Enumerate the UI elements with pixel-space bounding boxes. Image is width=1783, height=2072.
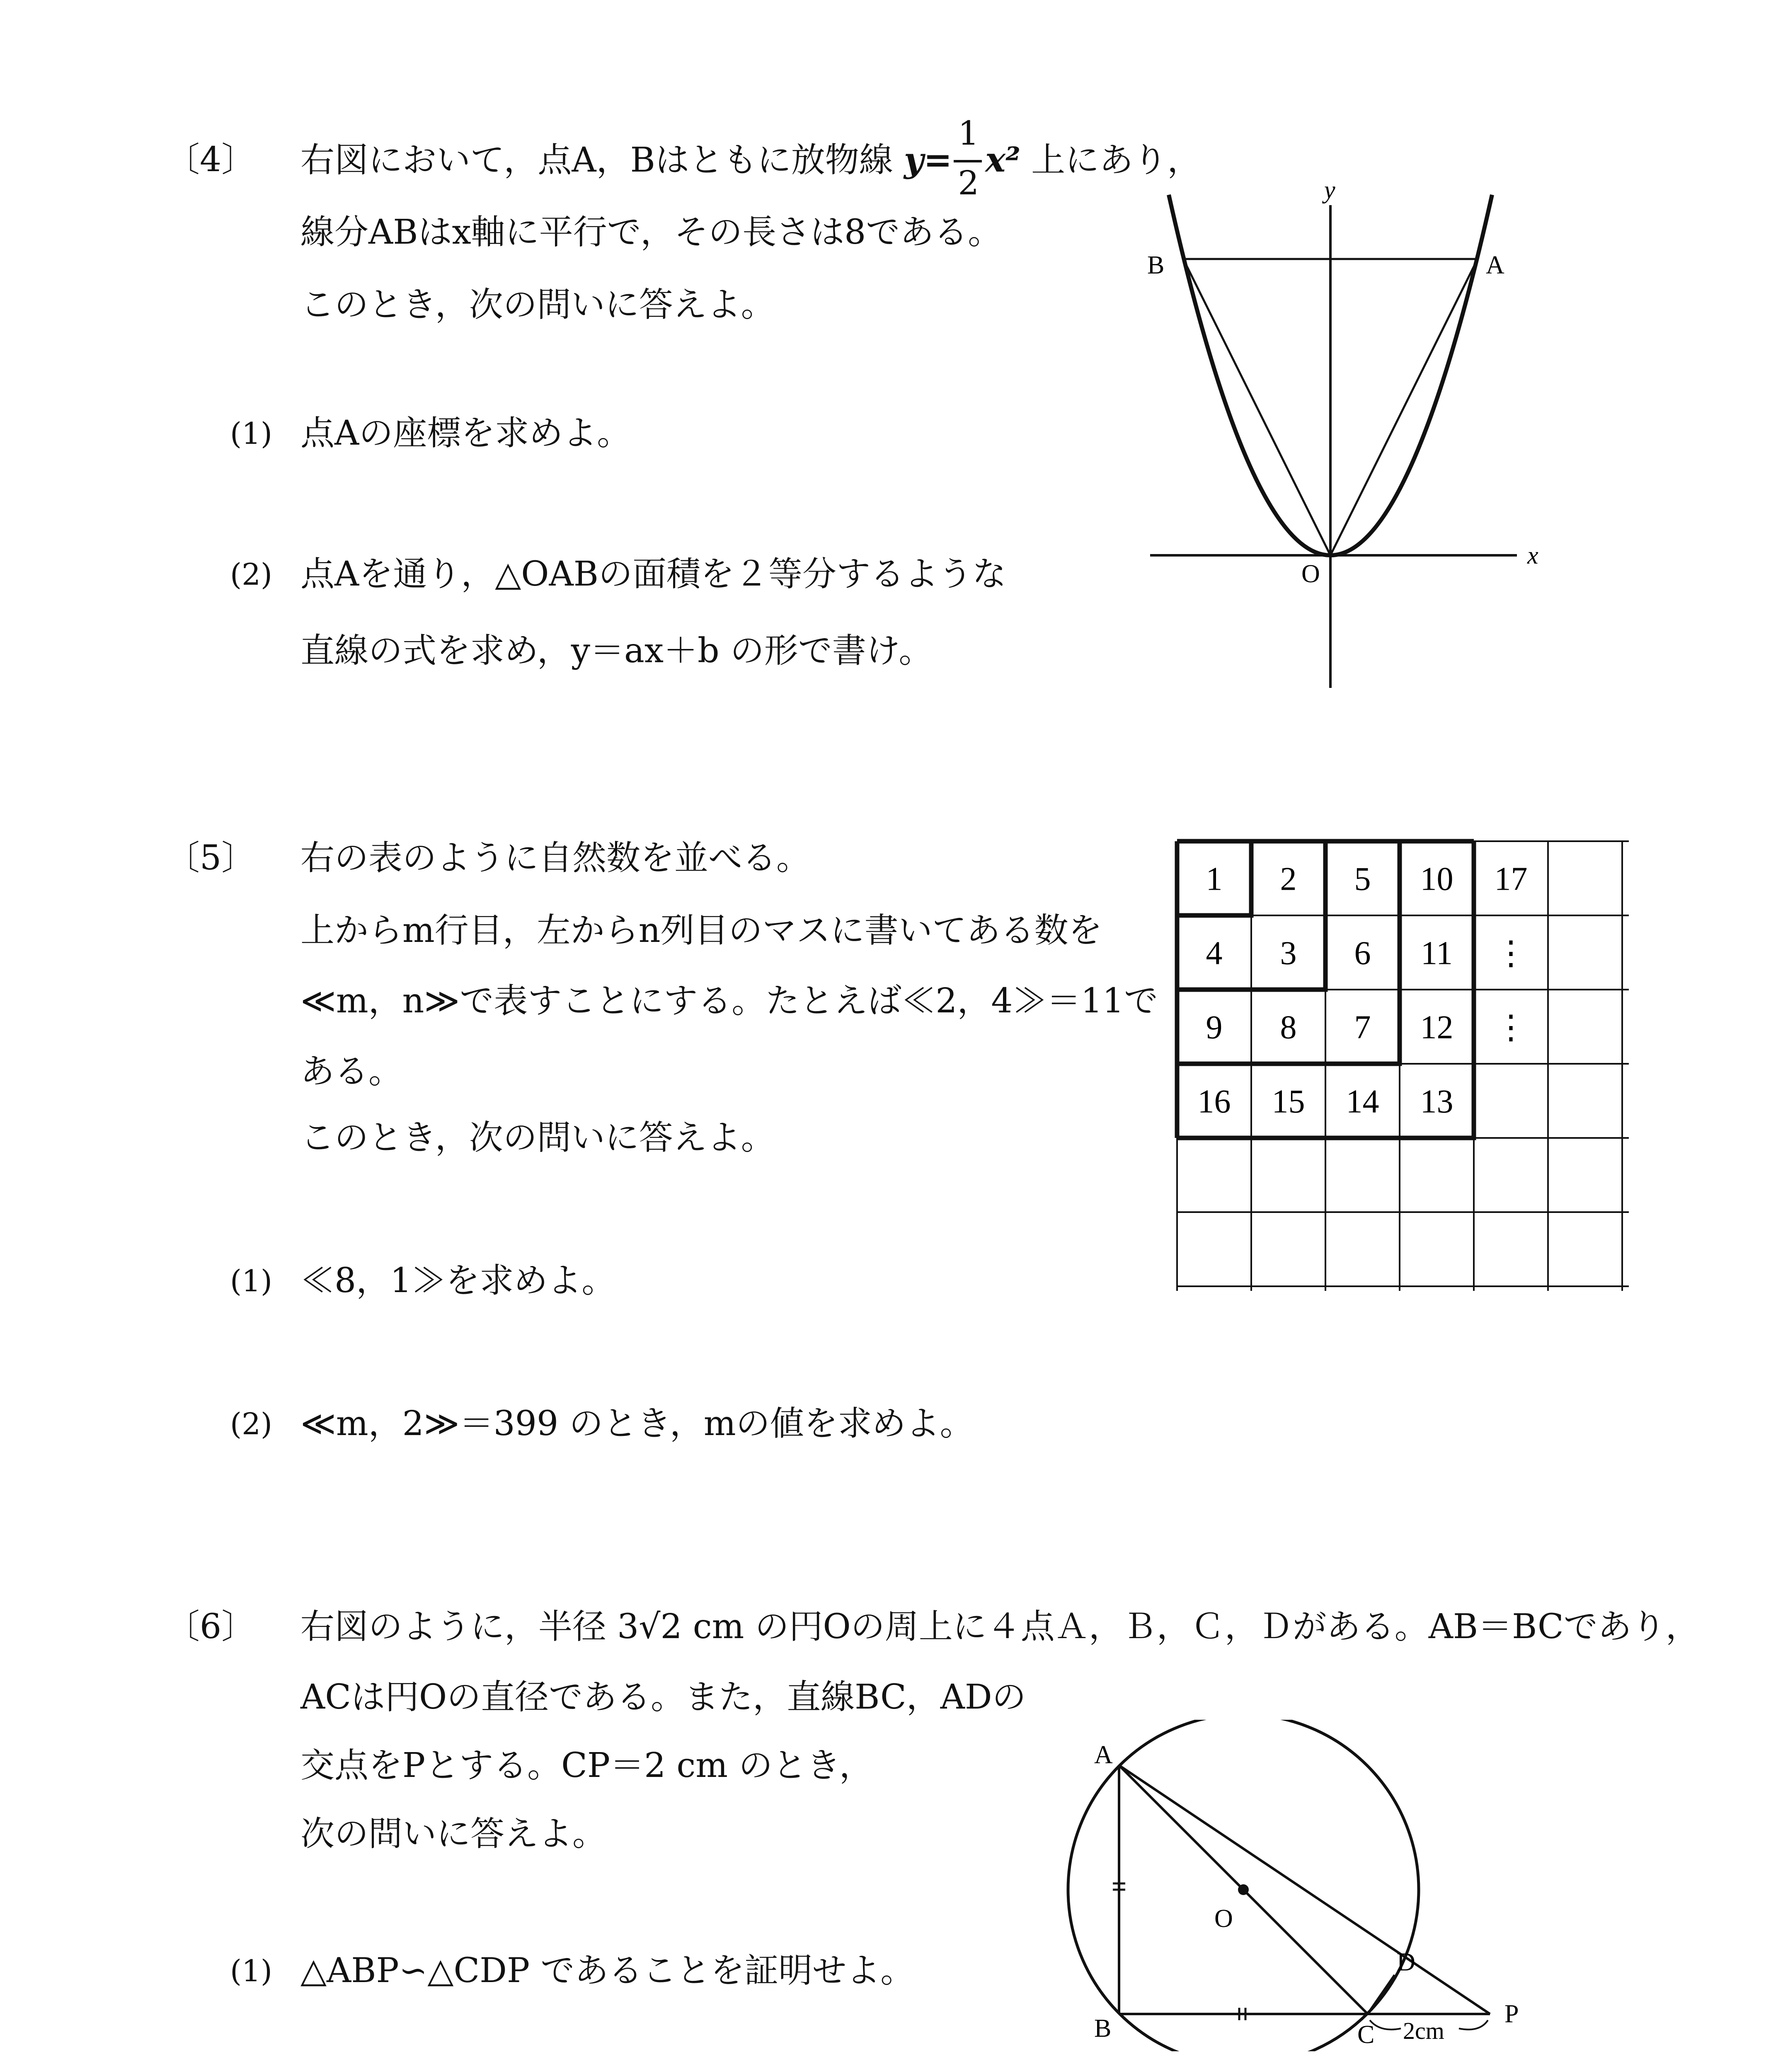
q4-fraction <box>952 114 985 202</box>
table-cell-value: 1 <box>1206 861 1223 898</box>
q6-label-cp: 2cm <box>1403 2017 1444 2044</box>
q6-label-a: A <box>1094 1741 1113 1769</box>
table-cell-value: ⋮ <box>1494 935 1528 972</box>
table-cell-value: 8 <box>1280 1009 1297 1046</box>
q6-sub1-label: (1) <box>230 1953 272 1988</box>
q5-line2: 上からm行目，左からn列目のマスに書いてある数を <box>300 911 1102 950</box>
q4-frac-bar <box>954 160 982 162</box>
q5-sub2-label: (2) <box>230 1406 272 1441</box>
table-cell-value: 15 <box>1272 1083 1305 1120</box>
table-cell-value: 17 <box>1494 861 1528 898</box>
q6-center-dot <box>1238 1884 1249 1895</box>
table-cell-value: 9 <box>1206 1009 1223 1046</box>
q5-line1: 右の表のように自然数を並べる。 <box>300 838 811 878</box>
q5-line3: ≪m，n≫で表すことにする。たとえば≪2，4≫＝11で <box>300 981 1158 1021</box>
q5-number-table <box>1160 833 1633 1297</box>
q6-number: 〔6〕 <box>166 1607 256 1646</box>
q4-number: 〔4〕 <box>166 140 256 179</box>
q4-parabola-figure <box>1136 166 1575 696</box>
q4-label-b: B <box>1147 251 1165 279</box>
table-cell-value: 4 <box>1206 935 1223 972</box>
q4-sub2-label: (2) <box>230 557 272 592</box>
q4-sub1-text: 点Aの座標を求めよ。 <box>300 414 631 453</box>
q5-line4: ある。 <box>300 1052 403 1091</box>
q5-number: 〔5〕 <box>166 838 256 878</box>
q6-label-p: P <box>1504 2000 1519 2028</box>
q4-frac-den: 2 <box>958 163 979 202</box>
q4-label-a: A <box>1486 251 1504 279</box>
q4-line1-post: 上にあり， <box>1020 140 1202 180</box>
q4-label-x: x <box>1527 542 1538 569</box>
q6-segment-ap <box>1119 1765 1490 2014</box>
q6-segment-cd <box>1368 1975 1395 2014</box>
q4-frac-num: 1 <box>958 114 979 152</box>
table-cell-value: 5 <box>1354 861 1371 898</box>
q4-sub1-label: (1) <box>230 416 272 451</box>
q5-sub2-text: ≪m，2≫＝399 のとき，mの値を求めよ。 <box>300 1404 974 1443</box>
table-cell-value: 14 <box>1346 1083 1379 1120</box>
q6-line3: 交点をPとする。CP＝2 cm のとき， <box>300 1746 873 1785</box>
q5-line5: このとき，次の問いに答えよ。 <box>300 1118 775 1157</box>
table-cell-value: 10 <box>1420 861 1454 898</box>
q6-line4: 次の問いに答えよ。 <box>300 1814 607 1854</box>
q4-line3: このとき，次の問いに答えよ。 <box>300 285 775 324</box>
q4-segment-oa <box>1330 259 1478 555</box>
table-cell-value: 3 <box>1280 935 1297 972</box>
q5-sub1-label: (1) <box>230 1264 272 1298</box>
q4-line1-pre: 右図において，点A，Bはともに放物線 <box>300 140 904 180</box>
q6-circle-figure <box>1053 1720 1575 2051</box>
table-cell-value: 16 <box>1197 1083 1231 1120</box>
table-cell-value: 2 <box>1280 861 1297 898</box>
q6-label-o: O <box>1214 1905 1233 1933</box>
table-cell-value: ⋮ <box>1494 1009 1528 1046</box>
q4-label-y: y <box>1324 176 1335 203</box>
q6-sub1-text: △ABP∽△CDP であることを証明せよ。 <box>300 1951 915 1990</box>
table-cell-value: 11 <box>1420 935 1453 972</box>
q6-label-d: D <box>1397 1948 1415 1976</box>
q6-label-b: B <box>1094 2014 1112 2043</box>
q4-sub2-text-a: 点Aを通り，△OABの面積を２等分するような <box>300 554 1006 594</box>
table-cell-value: 7 <box>1354 1009 1371 1046</box>
table-cell-value: 12 <box>1420 1009 1454 1046</box>
q5-sub1-text: ≪8，1≫を求めよ。 <box>300 1261 616 1300</box>
table-cell-value: 6 <box>1354 935 1371 972</box>
q4-label-o: O <box>1301 560 1320 588</box>
q4-eq-x2: x² <box>985 140 1021 180</box>
q4-line1 <box>300 114 1202 202</box>
q4-line2: 線分ABはx軸に平行で，その長さは8である。 <box>300 213 1002 252</box>
q6-line2: ACは円Oの直径である。また，直線BC，ADの <box>300 1677 1026 1717</box>
q6-label-c: C <box>1357 2021 1375 2049</box>
q4-eq-y: y= <box>904 140 952 180</box>
q4-segment-ob <box>1183 259 1330 555</box>
q4-sub2-text-b: 直線の式を求め，y＝ax＋b の形で書け。 <box>300 631 933 670</box>
table-cell-value: 13 <box>1420 1083 1454 1120</box>
q6-line1: 右図のように，半径 3√2 cm の円Oの周上に４点Ａ，Ｂ，Ｃ，Ｄがある。AB＝BCであり， <box>300 1607 1700 1646</box>
